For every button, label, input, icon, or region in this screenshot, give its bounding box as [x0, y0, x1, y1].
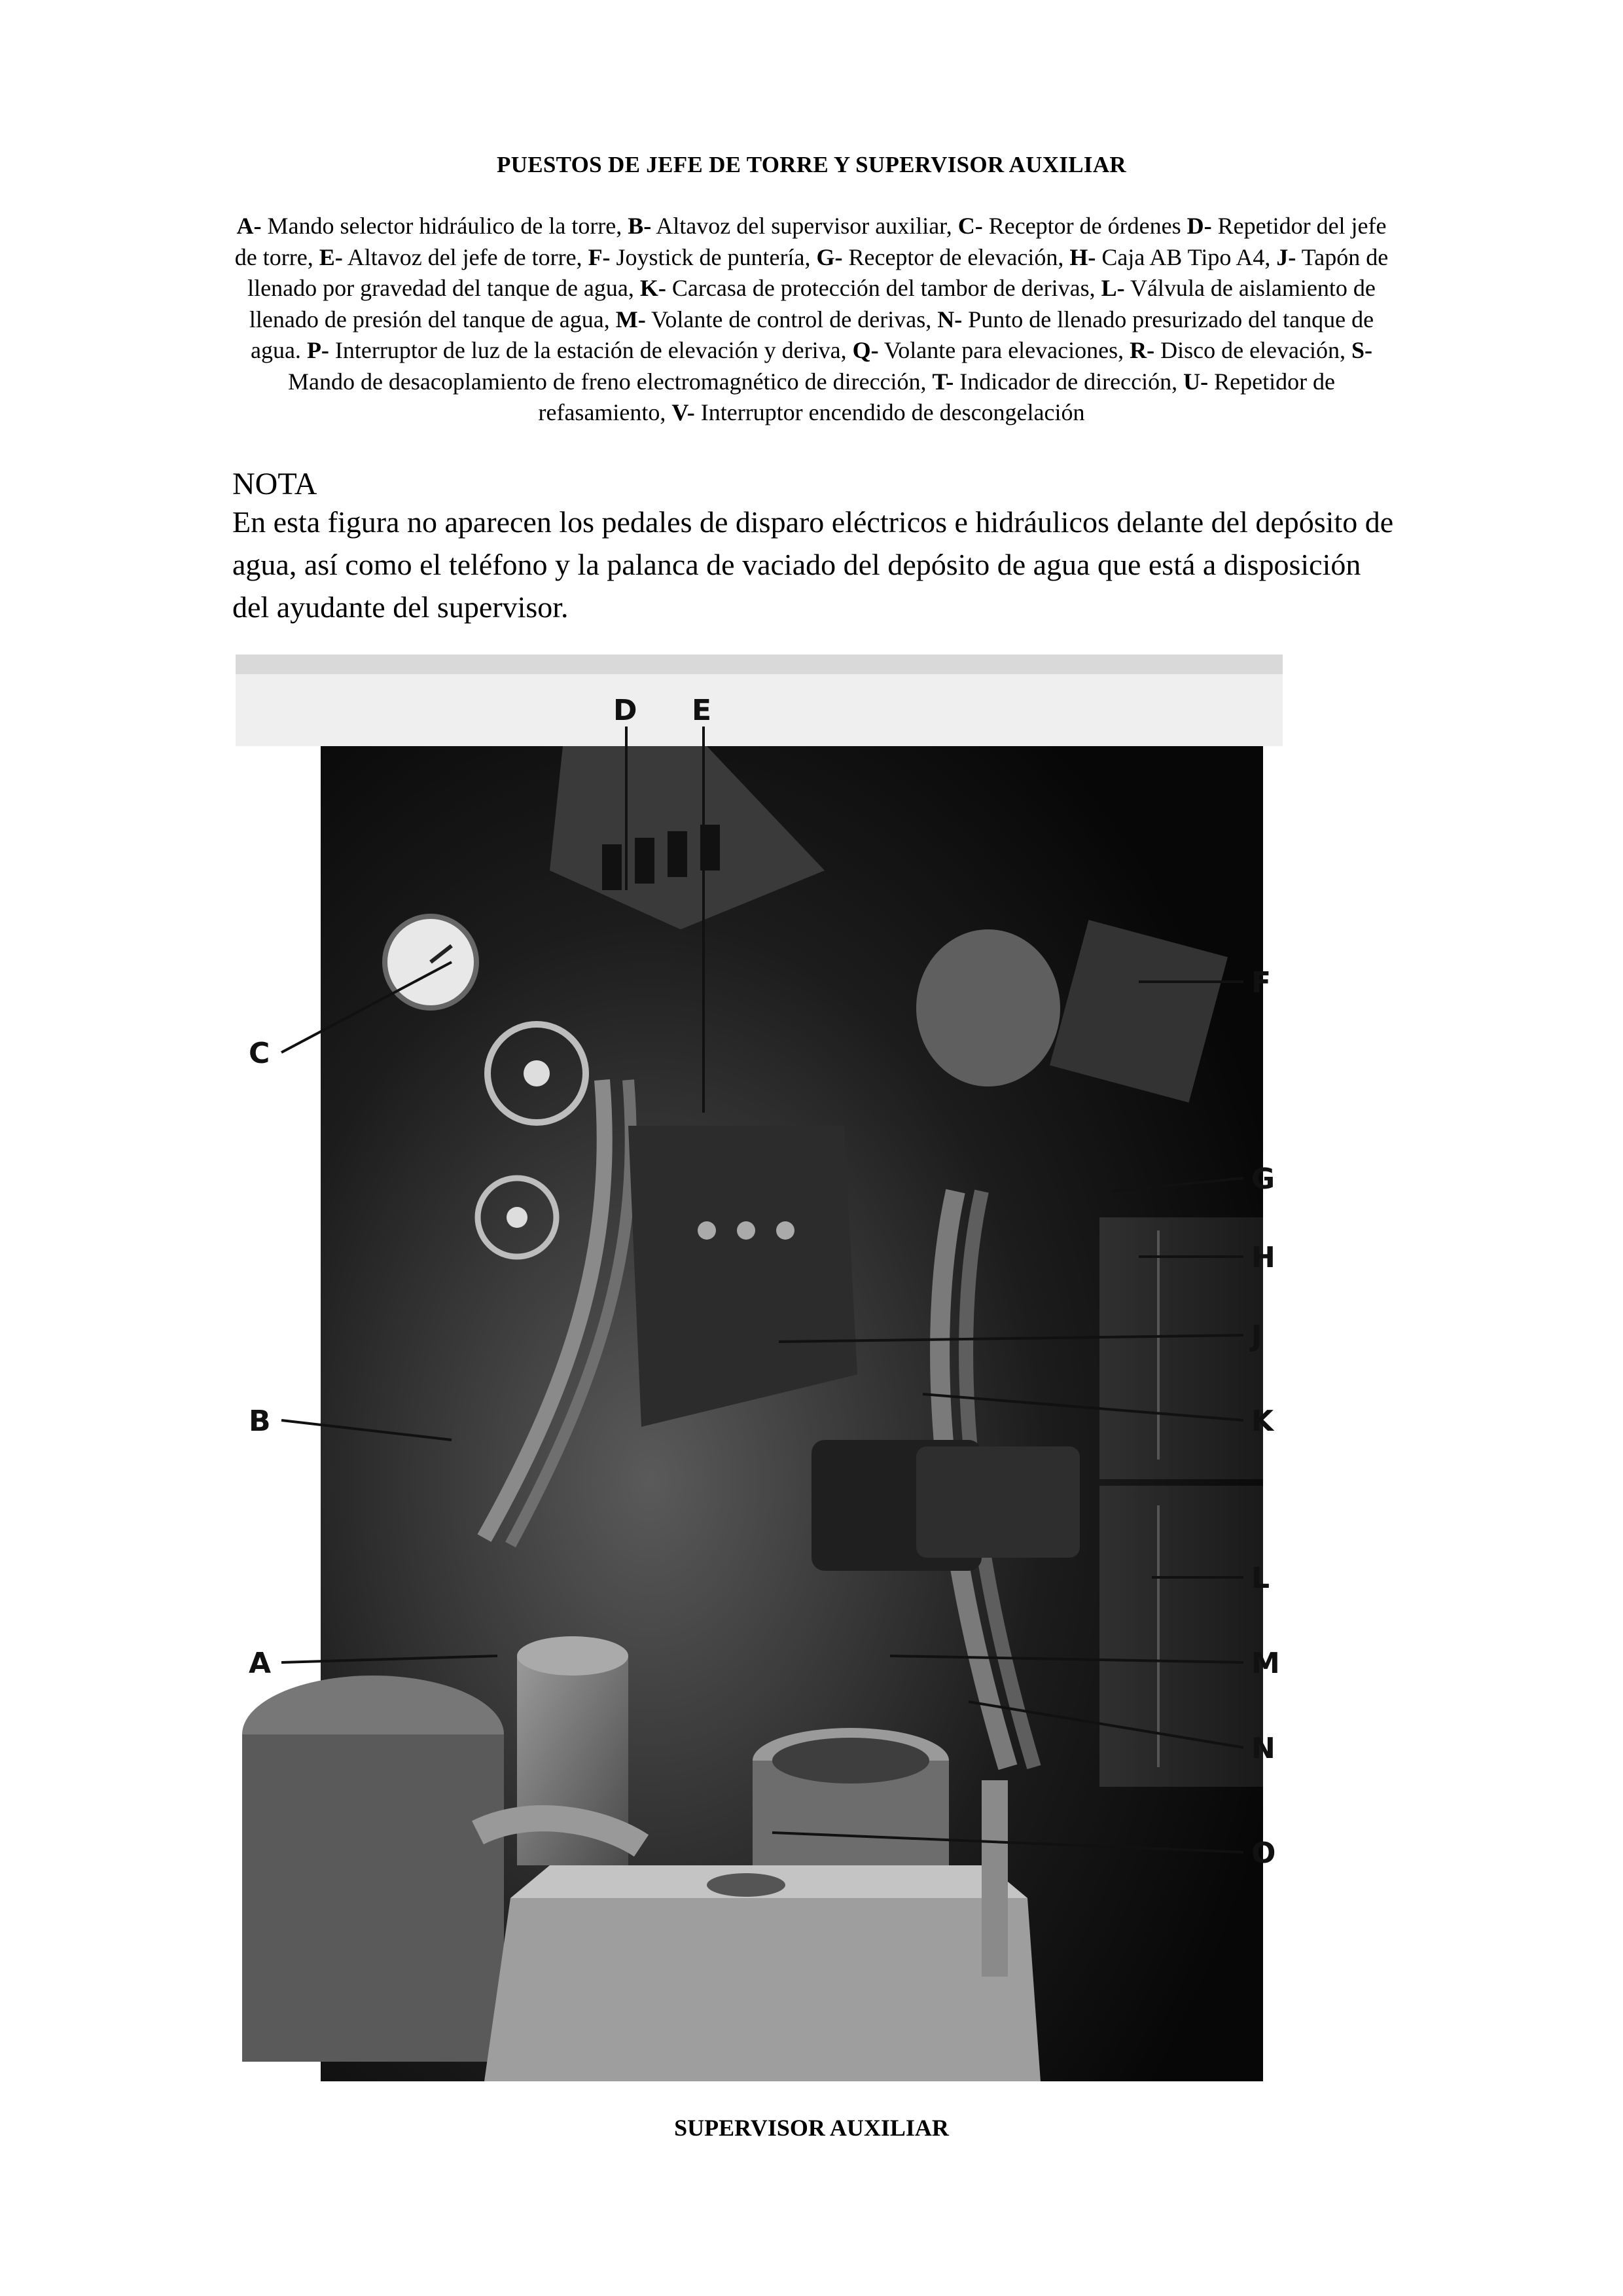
legend-item: D- Repetidor del jefe de torre, [234, 213, 1387, 270]
legend-item: C- Receptor de órdenes [957, 213, 1181, 239]
legend-item: L- Válvula de aislamiento de llenado de presión del tanque de agua, [249, 275, 1376, 332]
callout-n: N [1251, 1732, 1275, 1765]
callout-a: A [249, 1647, 272, 1680]
legend-item: J- Tapón de llenado por gravedad del tanque de agua, [247, 243, 1389, 301]
callout-b: B [249, 1405, 271, 1438]
legend-item: H- Caja AB Tipo A4, [1069, 243, 1271, 270]
legend-item: S- Mando de desacoplamiento de freno electromagnético de dirección, [287, 337, 1373, 395]
legend-item: M- Volante de control de derivas, [615, 306, 932, 332]
legend-item: A- Mando selector hidráulico de la torre, [236, 213, 622, 239]
callout-f: F [1251, 966, 1272, 999]
legend-item: E- Altavoz del jefe de torre, [319, 243, 582, 270]
legend-item: N- Punto de llenado presurizado del tanque de agua. [250, 306, 1374, 363]
figure-caption: SUPERVISOR AUXILIAR [674, 2115, 949, 2141]
legend-item: T- Indicador de dirección, [932, 368, 1178, 395]
legend-item: K- Carcasa de protección del tambor de derivas, [639, 275, 1096, 301]
legend-item: G- Receptor de elevación, [816, 243, 1064, 270]
legend-item: P- Interruptor de luz de la estación de elevación y deriva, [306, 337, 847, 363]
callout-c: C [249, 1037, 270, 1070]
callout-k: K [1251, 1405, 1274, 1438]
callout-j: J [1251, 1319, 1262, 1353]
callout-l: L [1251, 1562, 1270, 1595]
callout-h: H [1251, 1241, 1275, 1274]
turret-interior-photo [236, 655, 1283, 2088]
callout-m: M [1251, 1647, 1280, 1680]
callout-e: E [692, 694, 712, 727]
note-heading: NOTA [232, 467, 317, 501]
legend-item: U- Repetidor de refasamiento, [538, 368, 1336, 425]
note-body: En esta figura no aparecen los pedales de disparo eléctricos e hidráulicos delante del depósito de agua, así como el teléfono y la palanca de vaciado del depósito de agua que está a disposición del ayudante del supervisor. [232, 505, 1394, 624]
callout-d: D [613, 694, 637, 727]
legend-item: V- Interruptor encendido de descongelación [671, 399, 1085, 425]
legend-item: B- Altavoz del supervisor auxiliar, [628, 213, 952, 239]
page-title: PUESTOS DE JEFE DE TORRE Y SUPERVISOR AUXILIAR [496, 152, 1126, 177]
callout-g: G [1251, 1162, 1275, 1196]
legend-item: F- Joystick de puntería, [588, 243, 811, 270]
legend-item: R- Disco de elevación, [1130, 337, 1346, 363]
legend-paragraph [232, 211, 1391, 429]
callout-o: O [1251, 1837, 1276, 1870]
legend-item: Q- Volante para elevaciones, [852, 337, 1124, 363]
